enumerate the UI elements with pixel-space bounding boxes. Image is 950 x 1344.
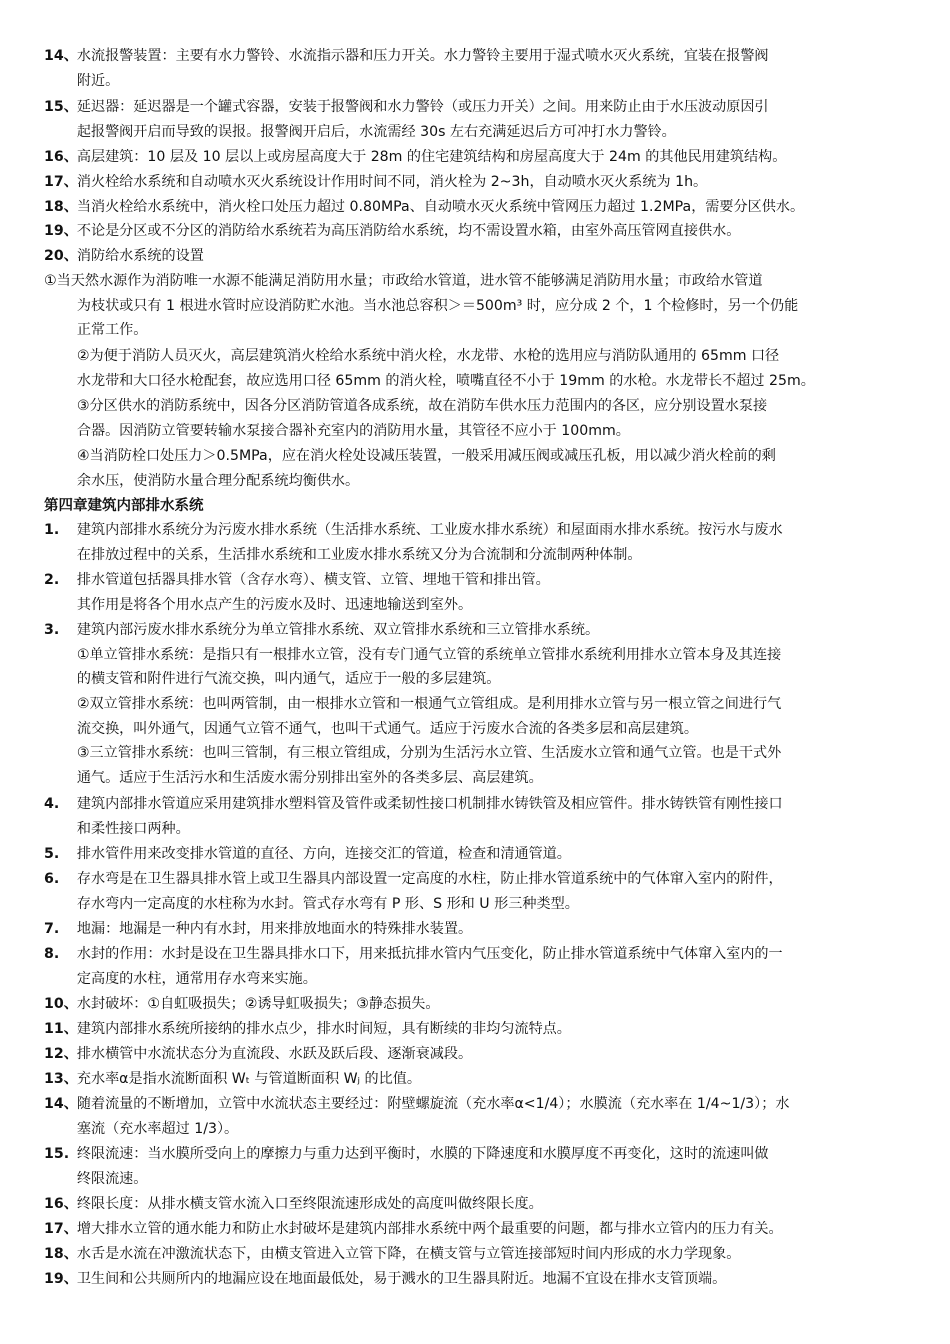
item-number: 15.	[44, 1146, 70, 1162]
item-number: 18、	[44, 199, 78, 215]
item-text: 流交换，叫外通气，因通气立管不通气，也叫干式通气。适应于污废水合流的各类多层和高层建筑。	[76, 720, 698, 737]
item-text: 消火栓给水系统和自动喷水灭火系统设计作用时间不同，消火栓为 2~3h，自动喷水灭火系统为 1h。	[76, 174, 708, 190]
item-text: 起报警阀开启而导致的误报。报警阀开启后，水流需经 30s 左右充满延迟后方可冲打水力警铃。	[76, 123, 676, 140]
item-text: 地漏：地漏是一种内有水封，用来排放地面水的特殊排水装置。	[76, 921, 473, 937]
item-text: 和柔性接口两种。	[76, 820, 190, 837]
item-text: 水流报警装置：主要有水力警铃、水流指示器和压力开关。水力警铃主要用于湿式喷水灭火系统，宜装在报警阀	[76, 48, 769, 64]
list-item-c4-8	[44, 942, 910, 991]
list-item-c4-16	[44, 1192, 910, 1217]
item-text: 排水横管中水流状态分为直流段、水跃及跃后段、逐渐衰减段。	[76, 1046, 473, 1062]
list-item-14	[44, 44, 910, 93]
item-number: 20、	[44, 248, 78, 264]
item-number: 16、	[44, 149, 78, 165]
item-text: 消防给水系统的设置	[76, 248, 204, 264]
item-text: 水舌是水流在冲激流状态下，由横支管进入立管下降，在横支管与立管连接部短时间内形成的水力学现象。	[76, 1246, 741, 1262]
list-item-c4-6	[44, 867, 910, 916]
chapter-heading: 第四章建筑内部排水系统	[44, 498, 204, 514]
list-item-c4-1	[44, 518, 910, 567]
list-item-c4-12	[44, 1042, 910, 1067]
item-number: 14、	[44, 1096, 78, 1112]
sub-item-2	[44, 344, 910, 393]
sub-text: ③分区供水的消防系统中，因各分区消防管道各成系统，故在消防车供水压力范围内的各区，应分别设置水泵接	[76, 398, 768, 414]
sub-text: 正常工作。	[76, 322, 148, 339]
item-text: 高层建筑：10 层及 10 层以上或房屋高度大于 28m 的住宅建筑结构和房屋高度大于 24m 的其他民用建筑结构。	[76, 149, 787, 165]
item-number: 4.	[44, 796, 60, 812]
list-item-c4-4	[44, 792, 910, 841]
sub-text: 余水压，使消防水量合理分配系统均衡供水。	[76, 472, 360, 489]
item-text: 其作用是将各个用水点产生的污废水及时、迅速地输送到室外。	[76, 596, 473, 613]
list-item-c4-14	[44, 1092, 910, 1141]
sub-item-1	[44, 269, 910, 343]
item-number: 1.	[44, 522, 60, 538]
list-item-c4-3	[44, 618, 910, 791]
item-text: 建筑内部排水系统所接纳的排水点少，排水时间短，具有断续的非均匀流特点。	[76, 1021, 571, 1037]
item-number: 3.	[44, 622, 60, 638]
list-item-c4-7	[44, 917, 910, 942]
list-item-c4-18	[44, 1242, 910, 1267]
item-text: ①单立管排水系统：是指只有一根排水立管，没有专门通气立管的系统单立管排水系统利用排水立管本身及其连接	[76, 646, 782, 663]
item-text: 定高度的水柱，通常用存水弯来实施。	[76, 970, 317, 987]
list-item-c4-17	[44, 1217, 910, 1242]
list-item-19	[44, 219, 910, 244]
item-number: 13、	[44, 1071, 78, 1087]
item-number: 11、	[44, 1021, 78, 1037]
list-item-c4-5	[44, 842, 910, 867]
item-text: 终限流速。	[76, 1170, 148, 1187]
sub-text: ④当消防栓口处压力＞0.5MPa，应在消火栓处设减压装置，一般采用减压阀或减压孔板，用以减少消火栓前的剩	[76, 448, 776, 464]
list-item-c4-13	[44, 1067, 910, 1092]
item-number: 15、	[44, 99, 78, 115]
item-text: 存水弯内一定高度的水柱称为水封。管式存水弯有 P 形、S 形和 U 形三种类型。	[76, 895, 579, 912]
item-text: 水封破坏：①自虹吸损失；②诱导虹吸损失；③静态损失。	[76, 996, 440, 1012]
item-text: 建筑内部排水管道应采用建筑排水塑料管及管件或柔韧性接口机制排水铸铁管及相应管件。排水铸铁管有刚性接口	[76, 796, 783, 812]
sub-item-3	[44, 394, 910, 443]
item-number: 19、	[44, 1271, 78, 1287]
sub-text: 合器。因消防立管要转输水泵接合器补充室内的消防用水量，其管径不应小于 100mm。	[76, 422, 630, 439]
item-text: 排水管道包括器具排水管（含存水弯）、横支管、立管、埋地干管和排出管。	[76, 572, 550, 588]
item-text: 增大排水立管的通水能力和防止水封破坏是建筑内部排水系统中两个最重要的问题，都与排水立管内的压力有关。	[76, 1221, 783, 1237]
item-text: 排水管件用来改变排水管道的直径、方向，连接交汇的管道，检查和清通管道。	[76, 846, 571, 862]
item-number: 6.	[44, 871, 60, 887]
sub-text: 水龙带和大口径水枪配套，故应选用口径 65mm 的消火栓，喷嘴直径不小于 19mm 的水枪。水龙带长不超过 25m。	[76, 372, 815, 389]
item-text: 的横支管和附件进行气流交换，叫内通气，适应于一般的多层建筑。	[76, 671, 501, 688]
list-item-c4-2	[44, 568, 910, 617]
item-text: 通气。适应于生活污水和生活废水需分别排出室外的各类多层、高层建筑。	[76, 770, 543, 787]
list-item-c4-15	[44, 1142, 910, 1191]
item-text: 在排放过程中的关系，生活排水系统和工业废水排水系统又分为合流制和分流制两种体制。	[76, 546, 642, 563]
item-text: 建筑内部污废水排水系统分为单立管排水系统、双立管排水系统和三立管排水系统。	[76, 622, 600, 638]
item-number: 16、	[44, 1196, 78, 1212]
item-number: 19、	[44, 223, 78, 239]
list-item-17	[44, 170, 910, 195]
list-item-16	[44, 145, 910, 170]
item-text: 终限长度：从排水横支管水流入口至终限流速形成处的高度叫做终限长度。	[76, 1196, 543, 1212]
sub-text: ①当天然水源作为消防唯一水源不能满足消防用水量；市政给水管道，进水管不能够满足消防用水量；市政给水管道	[44, 273, 763, 289]
item-text: ②双立管排水系统：也叫两管制，由一根排水立管和一根通气立管组成。是利用排水立管与另一根立管之间进行气	[76, 696, 782, 713]
sub-text: 为枝状或只有 1 根进水管时应设消防贮水池。当水池总容积＞＝500m³ 时，应分成 2 个，1 个检修时，另一个仍能	[76, 297, 799, 314]
item-text: 建筑内部排水系统分为污废水排水系统（生活排水系统、工业废水排水系统）和屋面雨水排水系统。按污水与废水	[76, 522, 783, 538]
item-text: 充水率α是指水流断面积 Wₜ 与管道断面积 Wⱼ 的比值。	[76, 1071, 421, 1087]
item-number: 17、	[44, 174, 78, 190]
list-item-15	[44, 95, 910, 144]
item-text: 卫生间和公共厕所内的地漏应设在地面最低处，易于溅水的卫生器具附近。地漏不宜设在排水支管顶端。	[76, 1271, 727, 1287]
item-number: 12、	[44, 1046, 78, 1062]
item-text: 附近。	[76, 72, 120, 89]
item-text: 终限流速：当水膜所受向上的摩擦力与重力达到平衡时，水膜的下降速度和水膜厚度不再变化，这时的流速叫做	[76, 1146, 769, 1162]
item-text: 水封的作用：水封是设在卫生器具排水口下，用来抵抗排水管内气压变化，防止排水管道系统中气体窜入室内的一	[76, 946, 783, 962]
list-item-20	[44, 244, 910, 269]
item-text: 不论是分区或不分区的消防给水系统若为高压消防给水系统，均不需设置水箱，由室外高压管网直接供水。	[76, 223, 741, 239]
item-text: 延迟器：延迟器是一个罐式容器，安装于报警阀和水力警铃（或压力开关）之间。用来防止由于水压波动原因引	[76, 99, 769, 115]
sub-text: ②为便于消防人员灭火，高层建筑消火栓给水系统中消火栓，水龙带、水枪的选用应与消防队通用的 65mm 口径	[76, 348, 780, 364]
item-text: ③三立管排水系统：也叫三管制，有三根立管组成，分别为生活污水立管、生活废水立管和通气立管。也是干式外	[76, 745, 782, 762]
item-number: 5.	[44, 846, 60, 862]
item-number: 18、	[44, 1246, 78, 1262]
item-number: 2.	[44, 572, 60, 588]
list-item-c4-11	[44, 1017, 910, 1042]
item-number: 7.	[44, 921, 60, 937]
item-number: 10、	[44, 996, 78, 1012]
item-text: 存水弯是在卫生器具排水管上或卫生器具内部设置一定高度的水柱，防止排水管道系统中的气体窜入室内的附件，	[76, 871, 783, 887]
sub-item-4	[44, 444, 910, 493]
list-item-18	[44, 195, 910, 220]
list-item-c4-10	[44, 992, 910, 1017]
item-number: 17、	[44, 1221, 78, 1237]
item-text: 随着流量的不断增加，立管中水流状态主要经过：附壁螺旋流（充水率α<1/4）；水膜流（充水率在 1/4~1/3）；水	[76, 1096, 790, 1112]
item-number: 14、	[44, 48, 78, 64]
item-number: 8.	[44, 946, 60, 962]
list-item-c4-19	[44, 1267, 910, 1292]
item-text: 塞流（充水率超过 1/3）。	[76, 1120, 239, 1137]
item-text: 当消火栓给水系统中，消火栓口处压力超过 0.80MPa、自动喷水灭火系统中管网压力超过 1.2MPa，需要分区供水。	[76, 199, 805, 215]
